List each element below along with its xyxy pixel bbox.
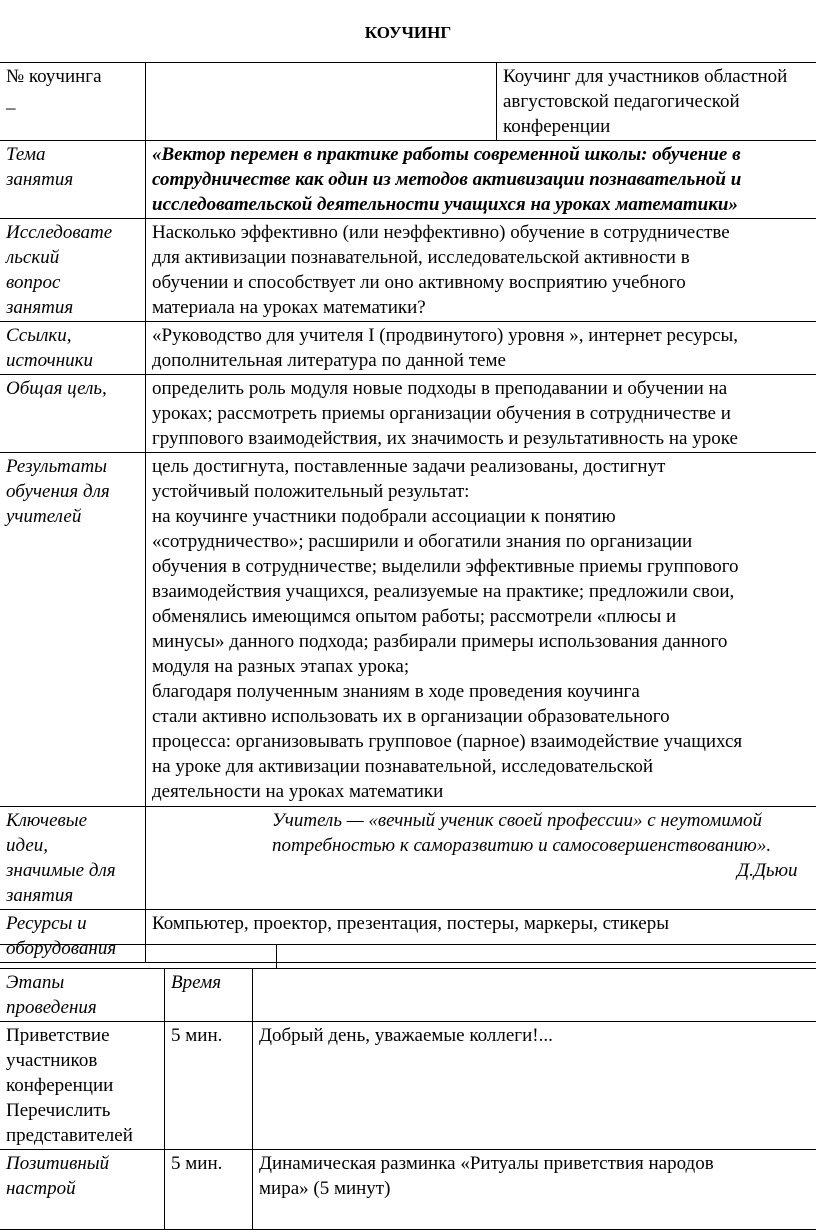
results-line: благодаря полученным знаниям в ходе проведения коучинга (152, 679, 816, 704)
stage-name-line: Позитивный (6, 1151, 158, 1176)
sources-label-line: источники (6, 348, 139, 373)
stage-content-line: мира» (5 минут) (259, 1176, 816, 1201)
results-label (0, 453, 146, 807)
stage-name (0, 1150, 165, 1230)
stage-time (165, 1150, 253, 1230)
research-label-line: вопрос (6, 270, 139, 295)
stage-time (165, 1022, 253, 1150)
key-ideas-label-line: Ключевые (6, 808, 139, 833)
event-line: августовской педагогической (503, 89, 816, 114)
sources-label-line: Ссылки, (6, 323, 139, 348)
page-title: КОУЧИНГ (0, 20, 816, 45)
stage-time-value: 5 мин. (171, 1023, 246, 1048)
results-label-line: Результаты (6, 454, 139, 479)
separator-row (0, 945, 816, 969)
quote-line: потребностью к саморазвитию и самосовершенствованию». (272, 833, 816, 858)
sources-value (146, 322, 816, 375)
results-value (146, 453, 816, 807)
goal-value (146, 375, 816, 453)
results-label-line: обучения для (6, 479, 139, 504)
stage-name-line: участников (6, 1048, 158, 1073)
topic-row (0, 141, 816, 219)
content-header (253, 969, 816, 1022)
goal-label-line: Общая цель, (6, 376, 139, 401)
stage-content (253, 1022, 816, 1150)
results-line: процесса: организовывать групповое (парное) взаимодействие учащихся (152, 729, 816, 754)
results-line: обучения в сотрудничестве; выделили эффективные приемы группового (152, 554, 816, 579)
key-ideas-label (0, 807, 146, 910)
results-line: деятельности на уроках математики (152, 779, 816, 804)
topic-line: сотрудничестве как один из методов активизации познавательной и (152, 167, 816, 192)
results-line: минусы» данного подхода; разбирали примеры использования данного (152, 629, 816, 654)
stage-content (253, 1150, 816, 1230)
research-label-line: льский (6, 245, 139, 270)
resources-label-line: оборудования (6, 936, 139, 961)
stage-content-line: Добрый день, уважаемые коллеги!... (259, 1023, 816, 1048)
research-line: материала на уроках математики? (152, 295, 816, 320)
results-line: модуля на разных этапах урока; (152, 654, 816, 679)
research-line: для активизации познавательной, исследовательской активности в (152, 245, 816, 270)
results-label-line: учителей (6, 504, 139, 529)
number-label-line: _ (6, 89, 139, 114)
key-ideas-label-line: значимые для (6, 858, 139, 883)
key-ideas-row (0, 807, 816, 910)
number-value-cell (146, 63, 497, 141)
stage-row (0, 1022, 816, 1150)
research-line: Насколько эффективно (или неэффективно) обучение в сотрудничестве (152, 220, 816, 245)
quote-line: Учитель — «вечный ученик своей профессии» с неутомимой (272, 808, 816, 833)
research-label-line: Исследовате (6, 220, 139, 245)
research-row (0, 219, 816, 322)
event-line: конференции (503, 114, 816, 139)
goal-line: уроках; рассмотреть приемы организации обучения в сотрудничестве и (152, 401, 816, 426)
quote-author: Д.Дьюи (272, 858, 816, 883)
stages-table (0, 968, 816, 1230)
stage-name (0, 1022, 165, 1150)
sources-line: дополнительная литература по данной теме (152, 348, 816, 373)
goal-line: группового взаимодействия, их значимость и результативность на уроке (152, 426, 816, 451)
topic-value (146, 141, 816, 219)
research-label-line: занятия (6, 295, 139, 320)
results-line: устойчивый положительный результат: (152, 479, 816, 504)
sources-row (0, 322, 816, 375)
key-ideas-label-line: идеи, (6, 833, 139, 858)
stage-header-line: проведения (6, 995, 158, 1020)
time-header (165, 969, 253, 1022)
results-line: стали активно использовать их в организации образовательного (152, 704, 816, 729)
stage-name-line: конференции (6, 1073, 158, 1098)
stage-name-line: Приветствие (6, 1023, 158, 1048)
key-ideas-value (146, 807, 816, 910)
results-line: на уроке для активизации познавательной, исследовательской (152, 754, 816, 779)
time-header-line: Время (171, 970, 246, 995)
sources-label (0, 322, 146, 375)
topic-label (0, 141, 146, 219)
results-line: на коучинге участники подобрали ассоциации к понятию (152, 504, 816, 529)
event-cell (497, 63, 816, 141)
research-value (146, 219, 816, 322)
stages-header-row (0, 969, 816, 1022)
research-line: обучении и способствует ли оно активному восприятию учебного (152, 270, 816, 295)
stage-row (0, 1150, 816, 1230)
coaching-info-table (0, 62, 816, 963)
number-label-cell (0, 63, 146, 141)
goal-row (0, 375, 816, 453)
number-label-line: № коучинга (6, 64, 139, 89)
stage-header-line: Этапы (6, 970, 158, 995)
separator-table (0, 944, 816, 969)
topic-label-line: занятия (6, 167, 139, 192)
stage-header (0, 969, 165, 1022)
goal-label (0, 375, 146, 453)
results-line: «сотрудничество»; расширили и обогатили знания по организации (152, 529, 816, 554)
stage-name-line: представителей (6, 1123, 158, 1148)
stage-name-line: настрой (6, 1176, 158, 1201)
separator-cell (277, 945, 816, 969)
resources-label-line: Ресурсы и (6, 911, 139, 936)
goal-line: определить роль модуля новые подходы в преподавании и обучении на (152, 376, 816, 401)
sources-line: «Руководство для учителя I (продвинутого) уровня », интернет ресурсы, (152, 323, 816, 348)
header-row (0, 63, 816, 141)
topic-line: «Вектор перемен в практике работы современной школы: обучение в (152, 142, 816, 167)
stage-content-line: Динамическая разминка «Ритуалы приветствия народов (259, 1151, 816, 1176)
research-label (0, 219, 146, 322)
results-row (0, 453, 816, 807)
resources-line: Компьютер, проектор, презентация, постеры, маркеры, стикеры (152, 911, 816, 936)
topic-label-line: Тема (6, 142, 139, 167)
topic-line: исследовательской деятельности учащихся на уроках математики» (152, 192, 816, 217)
stage-time-value: 5 мин. (171, 1151, 246, 1176)
results-line: цель достигнута, поставленные задачи реализованы, достигнут (152, 454, 816, 479)
key-ideas-label-line: занятия (6, 883, 139, 908)
event-line: Коучинг для участников областной (503, 64, 816, 89)
results-line: взаимодействия учащихся, реализуемые на практике; предложили свои, (152, 579, 816, 604)
stage-name-line: Перечислить (6, 1098, 158, 1123)
results-line: обменялись имеющимся опытом работы; рассмотрели «плюсы и (152, 604, 816, 629)
separator-cell (0, 945, 277, 969)
